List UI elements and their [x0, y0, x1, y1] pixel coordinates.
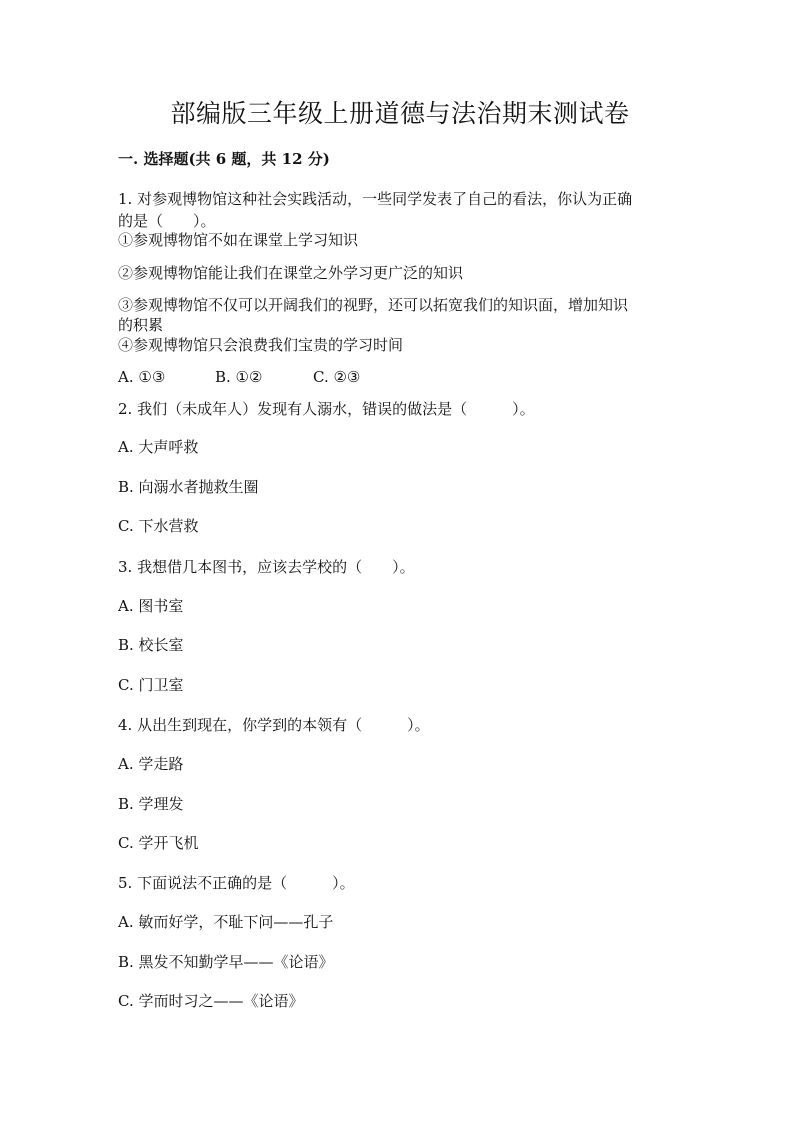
- question-3-option-a: A. 图书室: [118, 597, 184, 615]
- question-2-stem: 2. 我们（未成年人）发现有人溺水，错误的做法是（ ）。: [118, 400, 535, 418]
- question-1-statement-2: ②参观博物馆能让我们在课堂之外学习更广泛的知识: [118, 264, 464, 282]
- page-title: 部编版三年级上册道德与法治期末测试卷: [170, 99, 630, 128]
- question-1-stem-continued: 的是（ ）。: [118, 212, 216, 230]
- question-3-stem: 3. 我想借几本图书，应该去学校的（ ）。: [118, 558, 415, 576]
- question-1-option-a: A. ①③: [118, 368, 166, 386]
- question-1-statement-1: ①参观博物馆不如在课堂上学习知识: [118, 231, 359, 249]
- section-heading: 一. 选择题(共 6 题，共 12 分): [118, 150, 330, 168]
- question-2-option-a: A. 大声呼救: [118, 438, 199, 456]
- question-5-option-b: B. 黑发不知勤学早——《论语》: [118, 953, 334, 971]
- question-1-option-b: B. ①②: [215, 368, 263, 386]
- question-1-stem: 1. 对参观博物馆这种社会实践活动，一些同学发表了自己的看法，你认为正确: [118, 190, 633, 208]
- question-4-stem: 4. 从出生到现在，你学到的本领有（ ）。: [118, 716, 430, 734]
- question-1-statement-3-continued: 的积累: [118, 316, 164, 334]
- question-4-option-a: A. 学走路: [118, 755, 184, 773]
- question-5-option-c: C. 学而时习之——《论语》: [118, 992, 304, 1010]
- question-1-option-c: C. ②③: [313, 368, 361, 386]
- question-4-option-b: B. 学理发: [118, 795, 184, 813]
- question-3-option-c: C. 门卫室: [118, 676, 184, 694]
- question-3-option-b: B. 校长室: [118, 636, 184, 654]
- question-4-option-c: C. 学开飞机: [118, 834, 199, 852]
- question-5-stem: 5. 下面说法不正确的是（ ）。: [118, 874, 355, 892]
- question-5-option-a: A. 敏而好学，不耻下问——孔子: [118, 913, 334, 931]
- question-2-option-c: C. 下水营救: [118, 517, 199, 535]
- question-2-option-b: B. 向溺水者抛救生圈: [118, 478, 259, 496]
- question-1-statement-4: ④参观博物馆只会浪费我们宝贵的学习时间: [118, 336, 404, 354]
- question-1-statement-3: ③参观博物馆不仅可以开阔我们的视野，还可以拓宽我们的知识面，增加知识: [118, 296, 629, 314]
